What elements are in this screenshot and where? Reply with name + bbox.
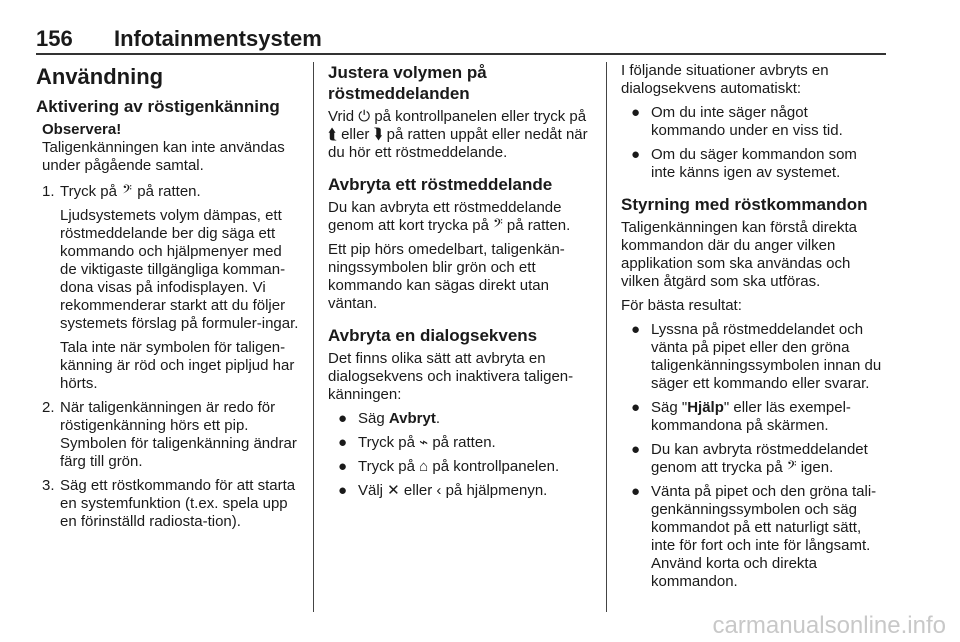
list-item: 1. Tryck på 𝄢 på ratten. Ljudsystemets volym dämpas, ett röstmeddelande ber dig säga ett kommando och hjälpmenyer med de viktigaste tillgängliga komman-dona visas på infodisplayen. Vi rekommenderar starkt att du följer systemets förslag på formuler-ingar. Tala inte när symbolen för taligen-känning är röd och inget pipljud har hörts. (42, 183, 299, 392)
header-rule (36, 53, 886, 55)
list-item: ● Säg Avbryt. (338, 410, 440, 427)
list-item: ● Om du säger kommandon som inte känns igen av systemet. (631, 146, 857, 181)
paragraph: Det finns olika sätt att avbryta en dialogsekvens och inaktivera taligen-känningen: (328, 350, 574, 403)
step-number: 1. (42, 183, 55, 200)
bullet-icon: ● (338, 482, 348, 499)
list-item (36, 399, 300, 471)
paragraph: Vrid ⏻ på kontrollpanelen eller tryck på ⮬ eller ⮯ på ratten uppåt eller nedåt när du hör ett röstmeddelande. (328, 108, 588, 161)
subsection-heading: Styrning med röstkommandon (621, 195, 868, 214)
list-item: ● Tryck på ⌂ på kontrollpanelen. (338, 458, 560, 475)
note-text: Taligenkänningen kan inte användas under pågående samtal. (42, 139, 285, 174)
bullet-icon: ● (338, 410, 348, 427)
list-item: ● Vänta på pipet och den gröna tali-genkänningssymbolen och säg kommandot på ett naturligt sätt, inte för fort och inte för långsamt. Använd korta och direkta kommandon. (631, 483, 877, 590)
watermark: carmanualsonline.info (712, 612, 946, 639)
paragraph: Ett pip hörs omedelbart, taligenkän-ningssymbolen blir grön och ett kommando kan sägas direkt utan väntan. (328, 241, 565, 312)
column-3 (621, 62, 885, 597)
bullet-list (621, 104, 885, 182)
bullet-icon: ● (631, 441, 641, 458)
paragraph: Taligenkänningen kan förstå direkta kommandon där du anger vilken applikation som ska användas och vilken åtgärd som ska utföras. (621, 219, 857, 290)
bullet-list (621, 321, 885, 591)
step-number: 3. (42, 477, 55, 494)
column-divider-1 (313, 62, 314, 612)
steps-list (36, 183, 300, 531)
column-divider-2 (606, 62, 607, 612)
paragraph: Du kan avbryta ett röstmeddelande genom att kort trycka på 𝄢 på ratten. (328, 199, 571, 234)
subsection-heading: Avbryta ett röstmeddelande (328, 175, 553, 194)
paragraph: I följande situationer avbryts en dialogsekvens automatiskt: (621, 62, 829, 97)
page-title: Infotainmentsystem (114, 26, 322, 51)
bullet-icon: ● (631, 483, 641, 500)
note-block (42, 121, 300, 175)
step-text: Säg ett röstkommando för att starta en systemfunktion (t.ex. spela upp en förinställd radiosta-tion). (60, 477, 296, 530)
subsection-heading: Avbryta en dialogsekvens (328, 326, 538, 345)
bullet-icon: ● (631, 399, 641, 416)
step-paragraph: Ljudsystemets volym dämpas, ett röstmeddelande ber dig säga ett kommando och hjälpmenyer med de viktigaste tillgängliga komman-dona visas på infodisplayen. Vi rekommenderar starkt att du följer systemets förslag på formuler-ingar. (60, 207, 299, 332)
column-1 (36, 62, 300, 537)
list-item: ● Om du inte säger något kommando under en viss tid. (631, 104, 843, 139)
step-number: 2. (42, 399, 55, 416)
list-item: ● Säg "Hjälp" eller läs exempel-kommandona på skärmen. (631, 399, 851, 434)
bullet-icon: ● (631, 321, 641, 338)
list-item (36, 477, 300, 531)
column-2 (328, 62, 592, 506)
voice-button-icon: 𝄢 (122, 183, 132, 200)
bullet-icon: ● (631, 146, 641, 163)
section-heading: Användning (36, 64, 164, 89)
note-title: Observera! (42, 121, 122, 138)
page-header (36, 26, 886, 52)
paragraph: För bästa resultat: (621, 297, 742, 314)
step-text: När taligenkänningen är redo för röstigenkänning hörs ett pip. Symbolen för taligenkänning ändrar färg till grön. (60, 399, 297, 470)
list-item: ● Lyssna på röstmeddelandet och vänta på pipet eller den gröna taligenkänningssymbolen innan du säger ett kommando eller svarar. (631, 321, 882, 392)
step-paragraph: Tala inte när symbolen för taligen-känning är röd och inget pipljud har hörts. (60, 339, 295, 392)
page-number: 156 (36, 26, 73, 51)
list-item: ● Tryck på ⌁ på ratten. (338, 434, 496, 451)
bullet-icon: ● (338, 458, 348, 475)
bullet-icon: ● (631, 104, 641, 121)
bullet-list (328, 410, 592, 500)
subsection-heading: Justera volymen på röstmeddelanden (328, 63, 487, 103)
bullet-icon: ● (338, 434, 348, 451)
list-item: ● Du kan avbryta röstmeddelandet genom att trycka på 𝄢 igen. (631, 441, 868, 476)
list-item: ● Välj ✕ eller ‹ på hjälpmenyn. (338, 482, 548, 499)
subsection-heading: Aktivering av röstigenkänning (36, 97, 280, 116)
